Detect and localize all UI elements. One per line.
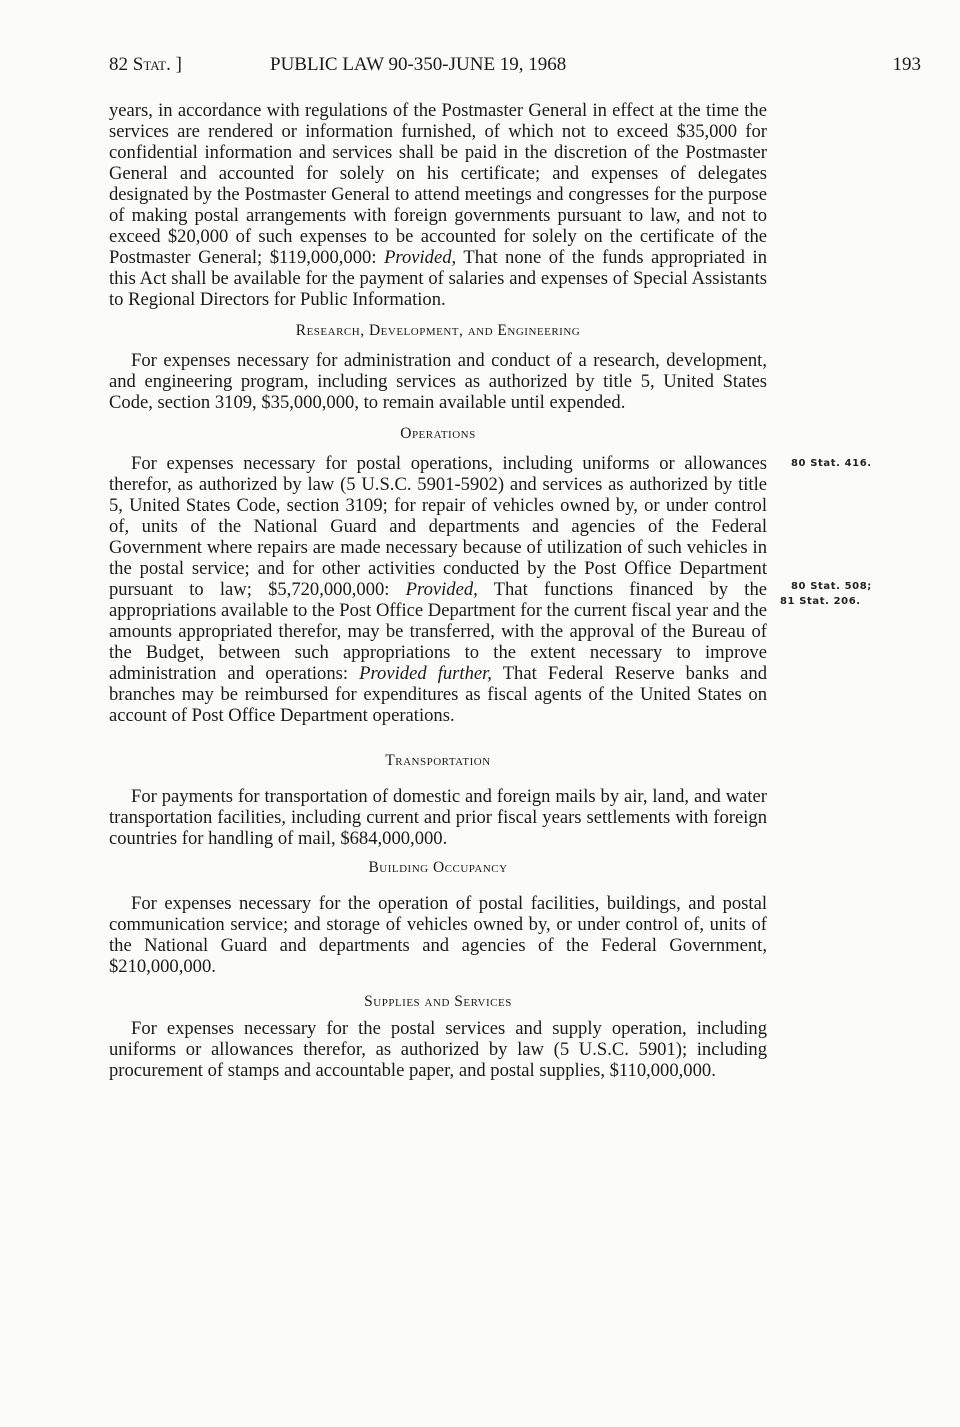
paragraph-supplies: For expenses necessary for the postal services and supply operation, including uniforms or allowances therefor, as authorized by law (5 U.S.C. 5901); including procurement of stamps and accountable paper, and postal supplies, $110,000,000. bbox=[109, 1018, 767, 1081]
paragraph-building-occupancy: For expenses necessary for the operation of postal facilities, buildings, and postal communication service; and storage of vehicles owned by, or under control of, units of the National Guard and departments and agencies of the Federal Government, $210,000,000. bbox=[109, 893, 767, 977]
heading-transportation: Transportation bbox=[385, 752, 491, 769]
heading-building-occupancy: Building Occupancy bbox=[368, 859, 508, 876]
page-number: 193 bbox=[892, 54, 921, 75]
page-header bbox=[109, 54, 921, 82]
body-text bbox=[109, 100, 767, 1081]
heading-operations: Operations bbox=[400, 425, 476, 442]
paragraph-text: That Federal Reserve banks and branches may be reimbursed for expenditures as fiscal agents of the United States on account of Post Office Department operations. bbox=[109, 663, 767, 726]
paragraph-research: For expenses necessary for administration and conduct of a research, development, and engineering program, including services as authorized by title 5, United States Code, section 3109, $35,000,000, to remain available until expended. bbox=[109, 350, 767, 413]
paragraph-text: That functions financed by the appropriations available to the Post Office Department for the current fiscal year and the amounts appropriated therefor, may be transferred, with the approval of the Bureau of the Budget, between such appropriations to the extent necessary to improve administration and operations: bbox=[109, 579, 768, 684]
law-title: PUBLIC LAW 90-350-JUNE 19, 1968 bbox=[270, 54, 567, 75]
paragraph-text: years, in accordance with regulations of the Postmaster General in effect at the time the services are rendered or information furnished, of which not to exceed $35,000 for confidential information and services shall be paid in the discretion of the Postmaster General and accounted for solely on his certificate; and expenses of delegates designated by the Postmaster General to attend meetings and congresses for the purpose of making postal arrangements with foreign governments pursuant to law, and not to exceed $20,000 of such expenses to be accounted for solely on the certificate of the Postmaster General; $119,000,000: bbox=[109, 100, 767, 268]
proviso: Provided, bbox=[405, 579, 478, 600]
paragraph-continuation bbox=[109, 100, 767, 310]
margin-note-operations-1: 80 Stat. 508; bbox=[791, 581, 872, 592]
paragraph-text: That none of the funds appropriated in this Act shall be available for the payment of salaries and expenses of Special Assistants to Regional Directors for Public Information. bbox=[109, 247, 767, 310]
paragraph-operations bbox=[109, 453, 767, 726]
heading-research: Research, Development, and Engineering bbox=[295, 322, 581, 339]
margin-note-operations-2: 81 Stat. 206. bbox=[780, 596, 861, 607]
proviso: Provided further, bbox=[359, 663, 492, 684]
paragraph-transportation: For payments for transportation of domestic and foreign mails by air, land, and water transportation facilities, including current and prior fiscal years settlements with foreign countries for handling of mail, $684,000,000. bbox=[109, 786, 767, 849]
proviso: Provided, bbox=[384, 247, 457, 268]
paragraph-text: For expenses necessary for postal operations, including uniforms or allowances therefor, as authorized by law (5 U.S.C. 5901-5902) and services as authorized by title 5, United States Code, section 3109; for repair of vehicles owned by, or under control of, units of the National Guard and departments and agencies of the Federal Government where repairs are made necessary because of utilization of such vehicles in the postal service; and for other activities conducted by the Post Office Department pursuant to law; $5,720,000,000: bbox=[109, 453, 767, 600]
margin-note-research: 80 Stat. 416. bbox=[791, 458, 872, 469]
statute-reference: 82 Stat. ] bbox=[109, 54, 182, 75]
heading-supplies: Supplies and Services bbox=[364, 993, 512, 1010]
